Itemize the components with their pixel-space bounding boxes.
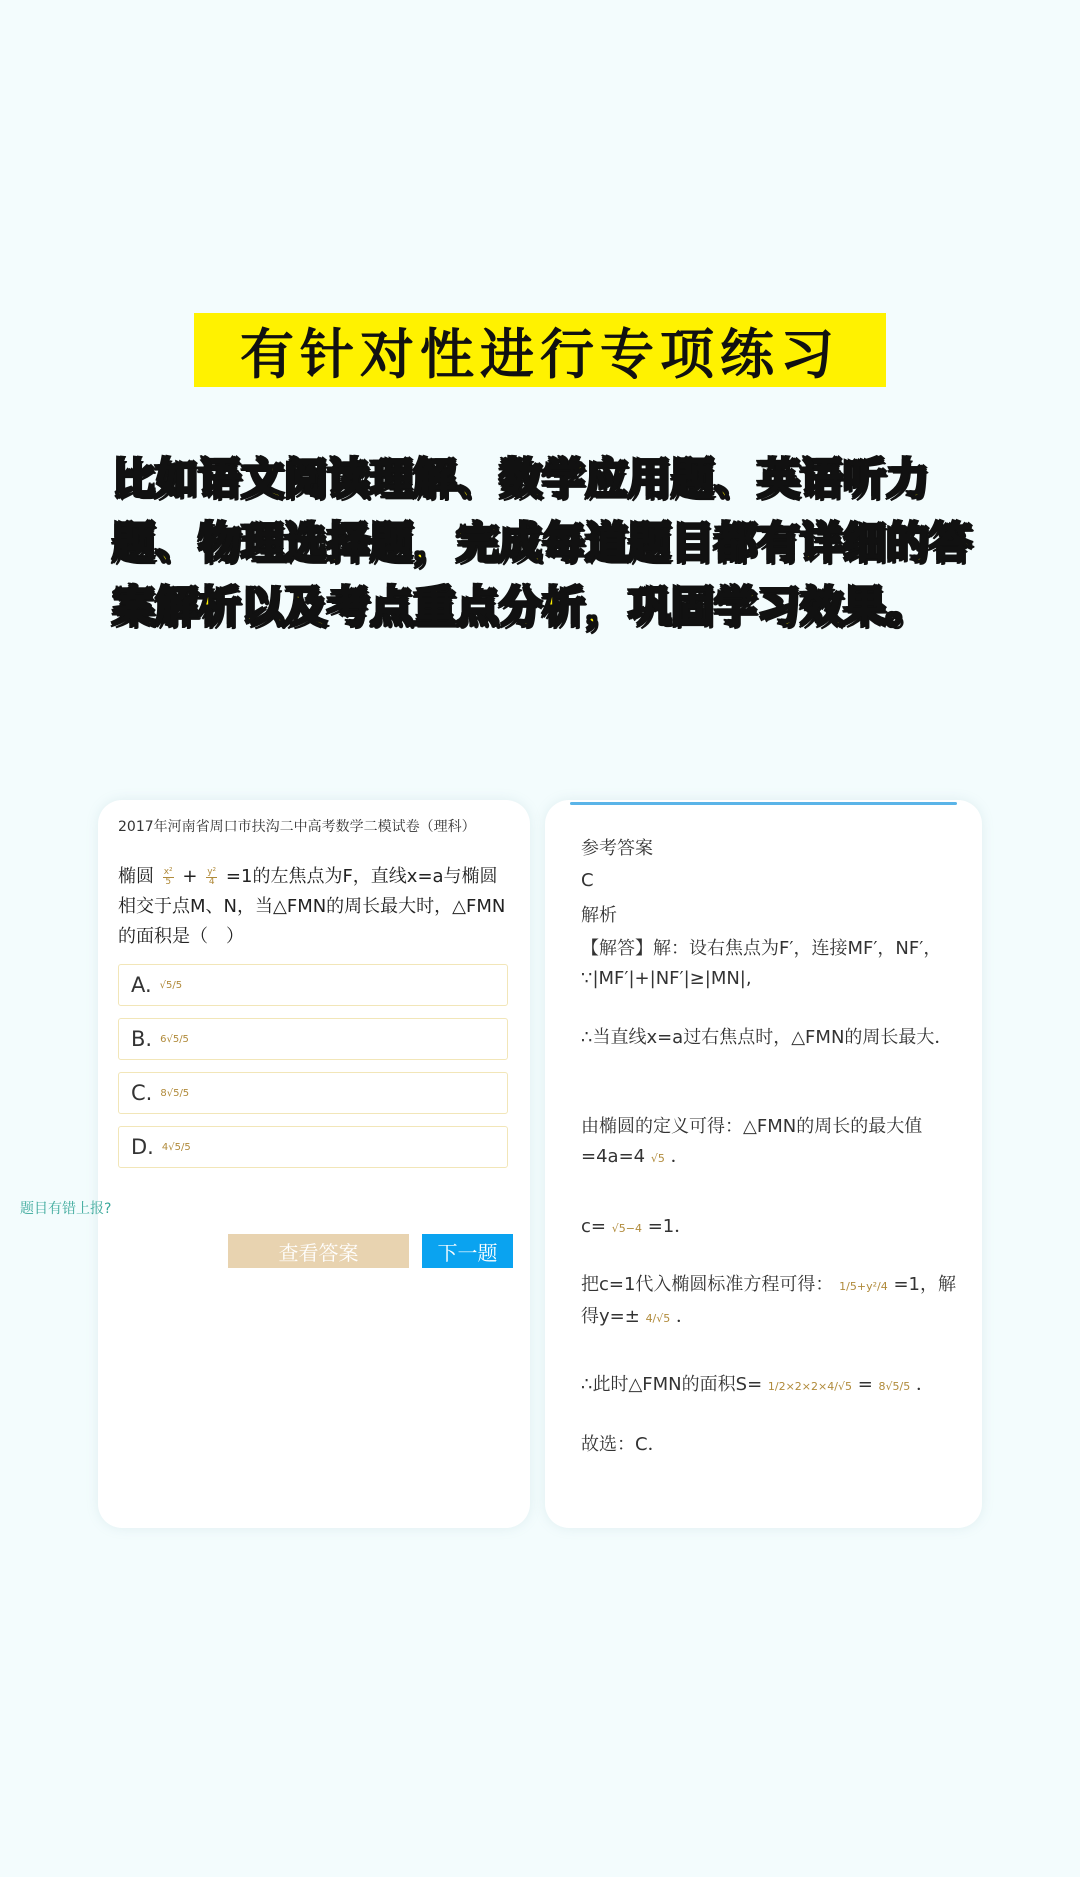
analysis-line-2: ∴当直线x=a过右焦点时，△FMN的周长最大． [581,1027,953,1048]
analysis-line-6-text: ∴此时△FMN的面积S= [581,1374,763,1395]
exam-title: 2017年河南省周口市扶沟二中高考数学二模试卷（理科） [118,819,476,835]
option-letter: D. [131,1135,154,1159]
view-answer-button[interactable]: 查看答案 [228,1234,409,1268]
option-d[interactable] [118,1126,508,1168]
option-b[interactable] [118,1018,508,1060]
analysis-line-6-end: ． [915,1374,934,1395]
analysis-line-5-end: ． [676,1306,695,1327]
question-part-2: =1的左焦点为F，直线x=a与椭圆相交于点M、N，当△FMN的周长最大时，△FMN的面积是（ ） [118,866,506,947]
report-error-link[interactable]: 题目有错上报? [20,1201,112,1217]
analysis-line-4-end: =1． [647,1216,693,1237]
analysis-line-3 [581,1112,961,1174]
analysis-label: 解析 [581,905,617,926]
fraction-y-num: y² [207,866,217,877]
option-a[interactable] [118,964,508,1006]
analysis-line-6-expr: 1/2×2×2×4/√5 [767,1380,852,1393]
option-value: √5/5 [159,979,183,991]
reference-answer-label: 参考答案 [581,838,653,859]
fraction-x-den: 5 [165,876,172,887]
option-value: 8√5/5 [160,1087,190,1099]
analysis-line-3-sqrt: √5 [650,1152,665,1165]
analysis-line-5-text: 把c=1代入椭圆标准方程可得： [581,1274,834,1295]
analysis-line-6-result: 8√5/5 [878,1380,911,1393]
question-plus: + [182,866,198,887]
fraction-y-den: 4 [208,876,215,887]
question-text [118,862,510,952]
option-value: 4√5/5 [161,1141,191,1153]
headline-banner: 有针对性进行专项练习 [194,313,886,387]
reference-answer-value: C [581,870,594,891]
fraction-x [163,868,174,887]
fraction-y [206,868,217,887]
analysis-line-4-text: c= [581,1216,606,1237]
analysis-line-7: 故选：C． [581,1434,666,1455]
analysis-line-3-end: ． [670,1146,689,1167]
fraction-x-num: x² [163,866,173,877]
analysis-line-6 [581,1370,961,1402]
option-letter: A. [131,973,152,997]
option-value: 6√5/5 [160,1033,189,1045]
option-letter: C. [131,1081,153,1105]
subtext-caption: 比如语文阅读理解、数学应用题、英语听力题、物理选择题，完成每道题目都有详细的答案解析以及考点重点分析，巩固学习效果。 [112,455,972,633]
option-letter: B. [131,1027,153,1051]
analysis-line-5 [581,1270,961,1334]
analysis-line-3-text: 由椭圆的定义可得：△FMN的周长的最大值=4a=4 [581,1116,923,1167]
analysis-line-1: 【解答】解：设右焦点为F′，连接MF′，NF′，∵|MF′|+|NF′|≥|MN|, [581,938,942,989]
analysis-line-4 [581,1212,961,1244]
question-card [98,800,530,1528]
next-question-button[interactable]: 下一题 [422,1234,513,1268]
option-c[interactable] [118,1072,508,1114]
answer-card [545,800,982,1528]
answer-card-top-border [570,802,957,805]
analysis-line-4-sqrt: √5−4 [611,1222,642,1235]
question-part-1: 椭圆 [118,866,154,887]
analysis-line-5-mid: =1，解得y=± [581,1274,956,1327]
analysis-line-5-frac: 4/√5 [645,1312,671,1325]
analysis-line-5-expr: 1/5+y²/4 [839,1280,888,1293]
analysis-line-6-eq: = [857,1374,873,1395]
